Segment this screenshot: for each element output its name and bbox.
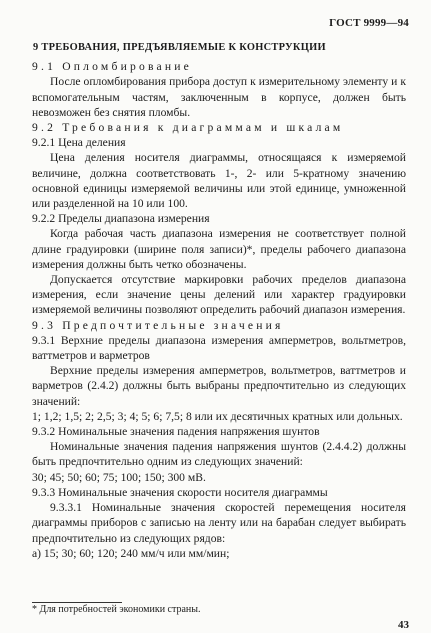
value-list: а) 15; 30; 60; 120; 240 мм/ч или мм/мин;	[32, 546, 230, 560]
subsection-heading: 9.1 Опломбирование	[32, 60, 192, 74]
paragraph: Номинальные значения падения напряжения шунтов (2.4.4.2) должны быть предпочтительно одним из следующих значений:	[32, 440, 406, 469]
paragraph: После опломбирования прибора доступ к измерительному элементу и к вспомогательным частям, заключенным в корпусе, должен быть невозможен без снятия пломбы.	[32, 75, 406, 119]
paragraph: Когда рабочая часть диапазона измерения не соответствует полной длине градуировки (ширине поля записи)*, пределы рабочего диапазона измерения должны быть четко обозначены.	[32, 227, 406, 271]
subsection-heading: 9.2.1 Цена деления	[32, 136, 126, 150]
subsection-heading: 9.2 Требования к диаграммам и шкалам	[32, 121, 344, 135]
page-content	[32, 40, 406, 561]
page-header: ГОСТ 9999—94	[329, 17, 409, 29]
footnote: * Для потребностей экономики страны.	[32, 604, 201, 615]
subsection-heading: 9.3.1 Верхние пределы диапазона измерения амперметров, вольтметров, ваттметров и варметров	[32, 333, 406, 363]
value-list: 1; 1,2; 1,5; 2; 2,5; 3; 4; 5; 6; 7,5; 8 или их десятичных кратных или дольных.	[32, 409, 403, 423]
subsection-heading: 9.3.3 Номинальные значения скорости носителя диаграммы	[32, 485, 328, 499]
paragraph: Допускается отсутствие маркировки рабочих пределов диапазона измерения, если значение цены делений или характер градуировки измеряемой величины позволяют определить рабочий диапазон измерения.	[32, 273, 406, 317]
value-list: 30; 45; 50; 60; 75; 100; 150; 300 мВ.	[32, 470, 206, 484]
section-title: 9 ТРЕБОВАНИЯ, ПРЕДЪЯВЛЯЕМЫЕ К КОНСТРУКЦИИ	[33, 42, 326, 53]
subsection-heading: 9.2.2 Пределы диапазона измерения	[32, 212, 210, 226]
footnote-divider	[32, 602, 122, 603]
paragraph: 9.3.3.1 Номинальные значения скоростей перемещения носителя диаграммы приборов с записью на ленту или на барабан следует выбирать предпочтительно из следующих рядов:	[32, 501, 406, 545]
paragraph: Верхние пределы измерения амперметров, вольтметров, ваттметров и варметров (2.4.2) должны быть выбраны предпочтительно из следующих значений:	[32, 364, 406, 408]
paragraph: Цена деления носителя диаграммы, относящаяся к измеряемой величине, должна соответствовать 1-, 2- или 5-кратному значению основной единицы измеряемой величины или этой единице, умноженной или разделенной на 10 или 100.	[32, 151, 406, 211]
subsection-heading: 9.3 Предпочтительные значения	[32, 318, 284, 332]
page-number: 43	[398, 619, 409, 631]
subsection-heading: 9.3.2 Номинальные значения падения напряжения шунтов	[32, 425, 320, 439]
